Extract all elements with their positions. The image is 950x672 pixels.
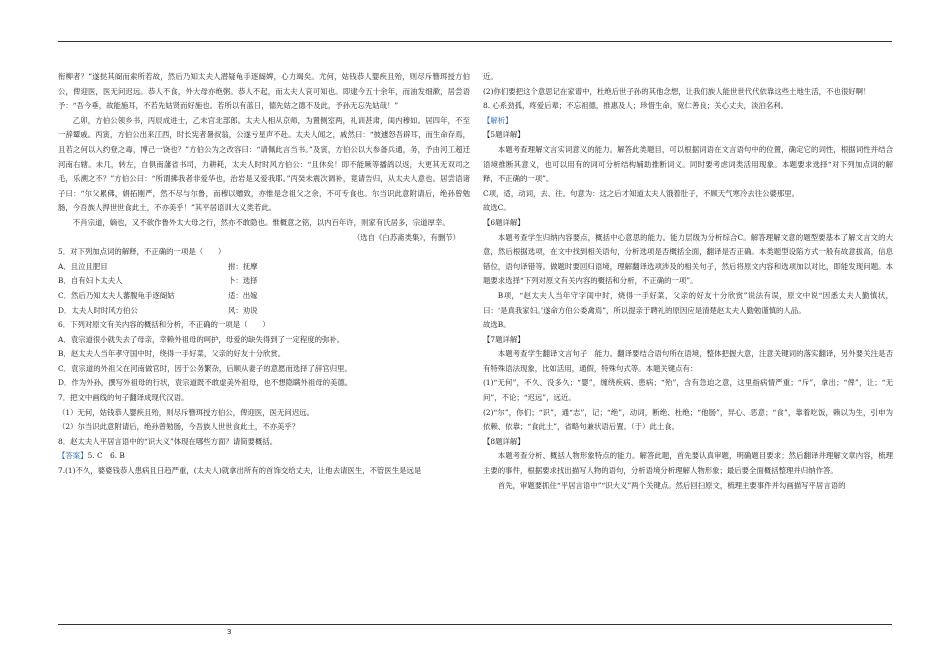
explanation-paragraph: (2)你们要把这个意思记在家谱中，杜绝后世子孙的其他念想，让我们族人能世世代代依靠这些土地生活，不也很好啊！ bbox=[483, 86, 871, 96]
section-header: 【6题详解】 bbox=[483, 217, 525, 227]
option-a: A．袁宗道很小就失去了母亲，幸赖外祖母的呵护，母爱的缺失得到了一定程度的弥补。 bbox=[58, 334, 345, 344]
question-7-item-2: （2）尔当识此意附请后，绝孙曾勉肠，今吾族人世世食此土，不亦美乎？ bbox=[58, 422, 300, 432]
section-header: 【8题详解】 bbox=[483, 436, 525, 446]
section-header: 【7题详解】 bbox=[483, 334, 525, 344]
question-7-item-1: （1）无何，姑钱恭人婴疾且殆，则尽斥簪珥授方伯公，俾迎医，医无问迟远。 bbox=[58, 407, 314, 417]
answer-label: 【答案】 bbox=[58, 451, 88, 461]
right-column bbox=[483, 70, 893, 493]
explanation-paragraph: 故选C。 bbox=[483, 203, 511, 213]
page-number: 3 bbox=[227, 628, 232, 636]
explanation-paragraph: 近。 bbox=[483, 72, 498, 81]
question-5-options bbox=[58, 260, 470, 318]
explanation-paragraph: C项，适，动词，去、往。句意为：这之后才知道太夫人饿着肚子，不顾天气寒冷去往公婆那里。 bbox=[483, 188, 800, 198]
passage-paragraph: 衔柳者？”遂挞其阍而索所若故，然后乃知太夫人潜疑龟手逐阍婢，心力竭矣。尤何，姑钱恭人婴疾且殆，则尽斥簪珥授方伯公，俾迎医，医无问迟远。恭人不食，外大母亦绝粥。恭人不起，而太夫人哀可知也。即逮今五十余年，而油发细漱，居尝语予：“吾今垂，故能施耳，不若先姑贤而好施也。若所以有蓝日，德先姑之德不及此，予孙无忘先姑哉！” bbox=[58, 72, 470, 111]
option-b: B．赵太夫人当年孝守国中时，绕得一手好菜，父亲的好友十分欣赏。 bbox=[58, 349, 286, 359]
passage-paragraph: 乙卯，方伯公领乡书，丙辰成进士，乙未官北部郎。太夫人相从京师，为置侧室两，礼训甚肃，闺内穆如。居四年，不至一辞颦戚。丙寅，方伯公出来江西，时长宪者暑叔翁，公遂亏星声不赴。太夫人闻之，戚然曰：“彼遽怒吾辟耳，而生命存焉，且若之何以入约登之毒，博己一饶也？”方伯公为之改容曰：“请佩此言当书。”及寅，方伯公以大参备兵通，务，予由河工超迁河南右辖。未几，转左，自俱南藩省书司，力耕耗，太夫人时时风方伯公：“且休矣！即不能厥等播鸽以返，大更其无双司之毛，乐溯之不？”方伯公曰：“所谓拂我者非爱华也，治岩是又爱我耶。”丙癸未震次调补，竟请告归，从太夫人意也。居尝语诸子曰：“尔父累佛，娟拓刚严，然不尽与尔鲁，而穆以赠致，亦惟是念祖父之余，不可专食也。尔当识此意附请后，绝孙曾勉肠，今吾族人捍世世食此土，不亦美乎！”其平居语训大义类若此。 bbox=[58, 115, 470, 213]
option-c: C．袁宗道的外祖父在河南做官时，因于公务繁杂，后顺从妻子的意愿而选择了辞官归里。 bbox=[58, 363, 352, 373]
q7-answer: 7.(1)不久，婆婆钱恭人患病且日趋严重，(太夫人)就拿出所有的首饰交给丈夫，让他去请医生，不管医生是远是 bbox=[58, 466, 422, 476]
explanation-paragraph: 本题考查学生归纳内容要点，概括中心意思的能力。能力层级为分析综合C。解答理解文意的题型要基本了解文言文的大意，然后根据选项，在文中找到相关语句，分析选项是否概括全面，翻译是否正确。本类题型设陷方式一般有故意拔高，信息错位，语句译错等。做题时要回归语境，理解翻译选项涉及的相关句子，然后将原文内容和选项加以对比，即能发现问题。本题要求选择“下列对原文有关内容的概括和分析，不正确的一项”。 bbox=[483, 232, 893, 286]
left-column bbox=[58, 70, 470, 479]
question-5-stem: 5．对下列加点词的解释，不正确的一项是（ ） bbox=[58, 247, 226, 257]
option-d: D．太夫人时时风方伯公 风：劝说 bbox=[58, 305, 258, 315]
section-header: 【5题详解】 bbox=[483, 130, 525, 140]
footer-rule bbox=[58, 624, 892, 625]
explanation-paragraph: (2)“尔”，你们；“识”，通“志”，记；“绝”，动词，断绝、杜绝；“他肠”，异心、恶意；“食”，靠着吃饭，赖以为生，引申为依赖、依靠；“食此土”，省略句兼状语后置。（于）此土食。 bbox=[483, 407, 893, 432]
explanation-paragraph: (1)“无何”，不久、没多久；“婴”，缠绕疾病、患病；“殆”，含有急迫之意，这里指病情严重；“斥”，拿出；“俾”，让；“无问”，不论；“迟远”，远近。 bbox=[483, 378, 893, 403]
answer-line bbox=[58, 449, 470, 464]
analysis-label: 【解析】 bbox=[483, 115, 513, 125]
question-8-stem: 8．赵太夫人平居言语中的“识大义”体现在哪些方面？请简要概括。 bbox=[58, 436, 278, 446]
header-rule bbox=[58, 41, 892, 42]
explanation-paragraph: 8. 心系劲孤，疼爱后辈；不忘祖德，推惠及人；珍惜生命，宽仁善良；关心丈夫，淡泊名利。 bbox=[483, 101, 789, 111]
question-7-stem: 7．把文中画线的句子翻译成现代汉语。 bbox=[58, 393, 189, 403]
question-6-stem: 6．下列对原文有关内容的概括和分析，不正确的一项是（ ） bbox=[58, 320, 270, 330]
option-d: D．作为外孙，撰写外祖母的行状，袁宗道既不敢虚美外祖母，也不想隐瞒外祖母的美德。 bbox=[58, 378, 353, 388]
passage-source: （选自《白苏斋类集》，有删节） bbox=[352, 232, 460, 242]
explanation-paragraph: 首先，审题要抓住“平居言语中”“识大义”两个关键点。然后回扫原文，梳理主要事件并勾画描写平居言语的 bbox=[497, 480, 846, 490]
passage-paragraph: 不肖宗道，嫡也，又不欲作鲁外太大母之行，然亦不敢隐也。惟概意之铭，以内百年许，则家有氏居多，宗道厚幸。 bbox=[72, 217, 450, 227]
option-a: A．且泣且肥目 拊：抚摩 bbox=[58, 261, 258, 271]
explanation-paragraph: 本题考查学生翻译文言句子 能力。翻译要结合语句所在语境，整体把握大意，注意关键词的落实翻译，另外要关注是否有特殊语法现象，比如活用，通假，特殊句式等。本题关键点有： bbox=[483, 349, 893, 373]
explanation-paragraph: 故选B。 bbox=[483, 320, 511, 330]
answer-text: 5. C 6. B bbox=[87, 451, 125, 461]
option-c: C．然后乃知太夫人蕃腹龟手逐阍姑 适：出嫁 bbox=[58, 290, 258, 300]
explanation-paragraph: B项，“赵太夫人当年守字闺中时，烧得一手好菜，父亲的好友十分欣赏”说法有误，原文中说“因悉太夫人勤慎状，曰：‘是真我家妇。’遂命方伯公委禽焉”，所以提亲于聘礼的原因应是清楚赵太夫人勤勉谨慎的人品。 bbox=[483, 290, 893, 315]
explanation-paragraph: 本题考查理解文言实词意义的能力。解答此类题目，可以根据词语在文言语句中的位置，确定它的词性，根据词性并结合语境推断其意义，也可以用有的词可分析结构辅助推断词义。同时要考虑词类活用现象。本题要求选择“对下列加点词的解释，不正确的一项”。 bbox=[483, 144, 893, 184]
explanation-paragraph: 本题考查分析、概括人物形象特点的能力。解答此题，首先要认真审题，明确题目要求；然后翻译并理解文章内容，梳理主要的事件，根据要求找出描写人物的语句，分析语境分析理解人物形象；最后要全面概括整理并归纳作答。 bbox=[483, 451, 893, 476]
option-b: B．自有妇卜太夫人 卜：选择 bbox=[58, 276, 258, 286]
